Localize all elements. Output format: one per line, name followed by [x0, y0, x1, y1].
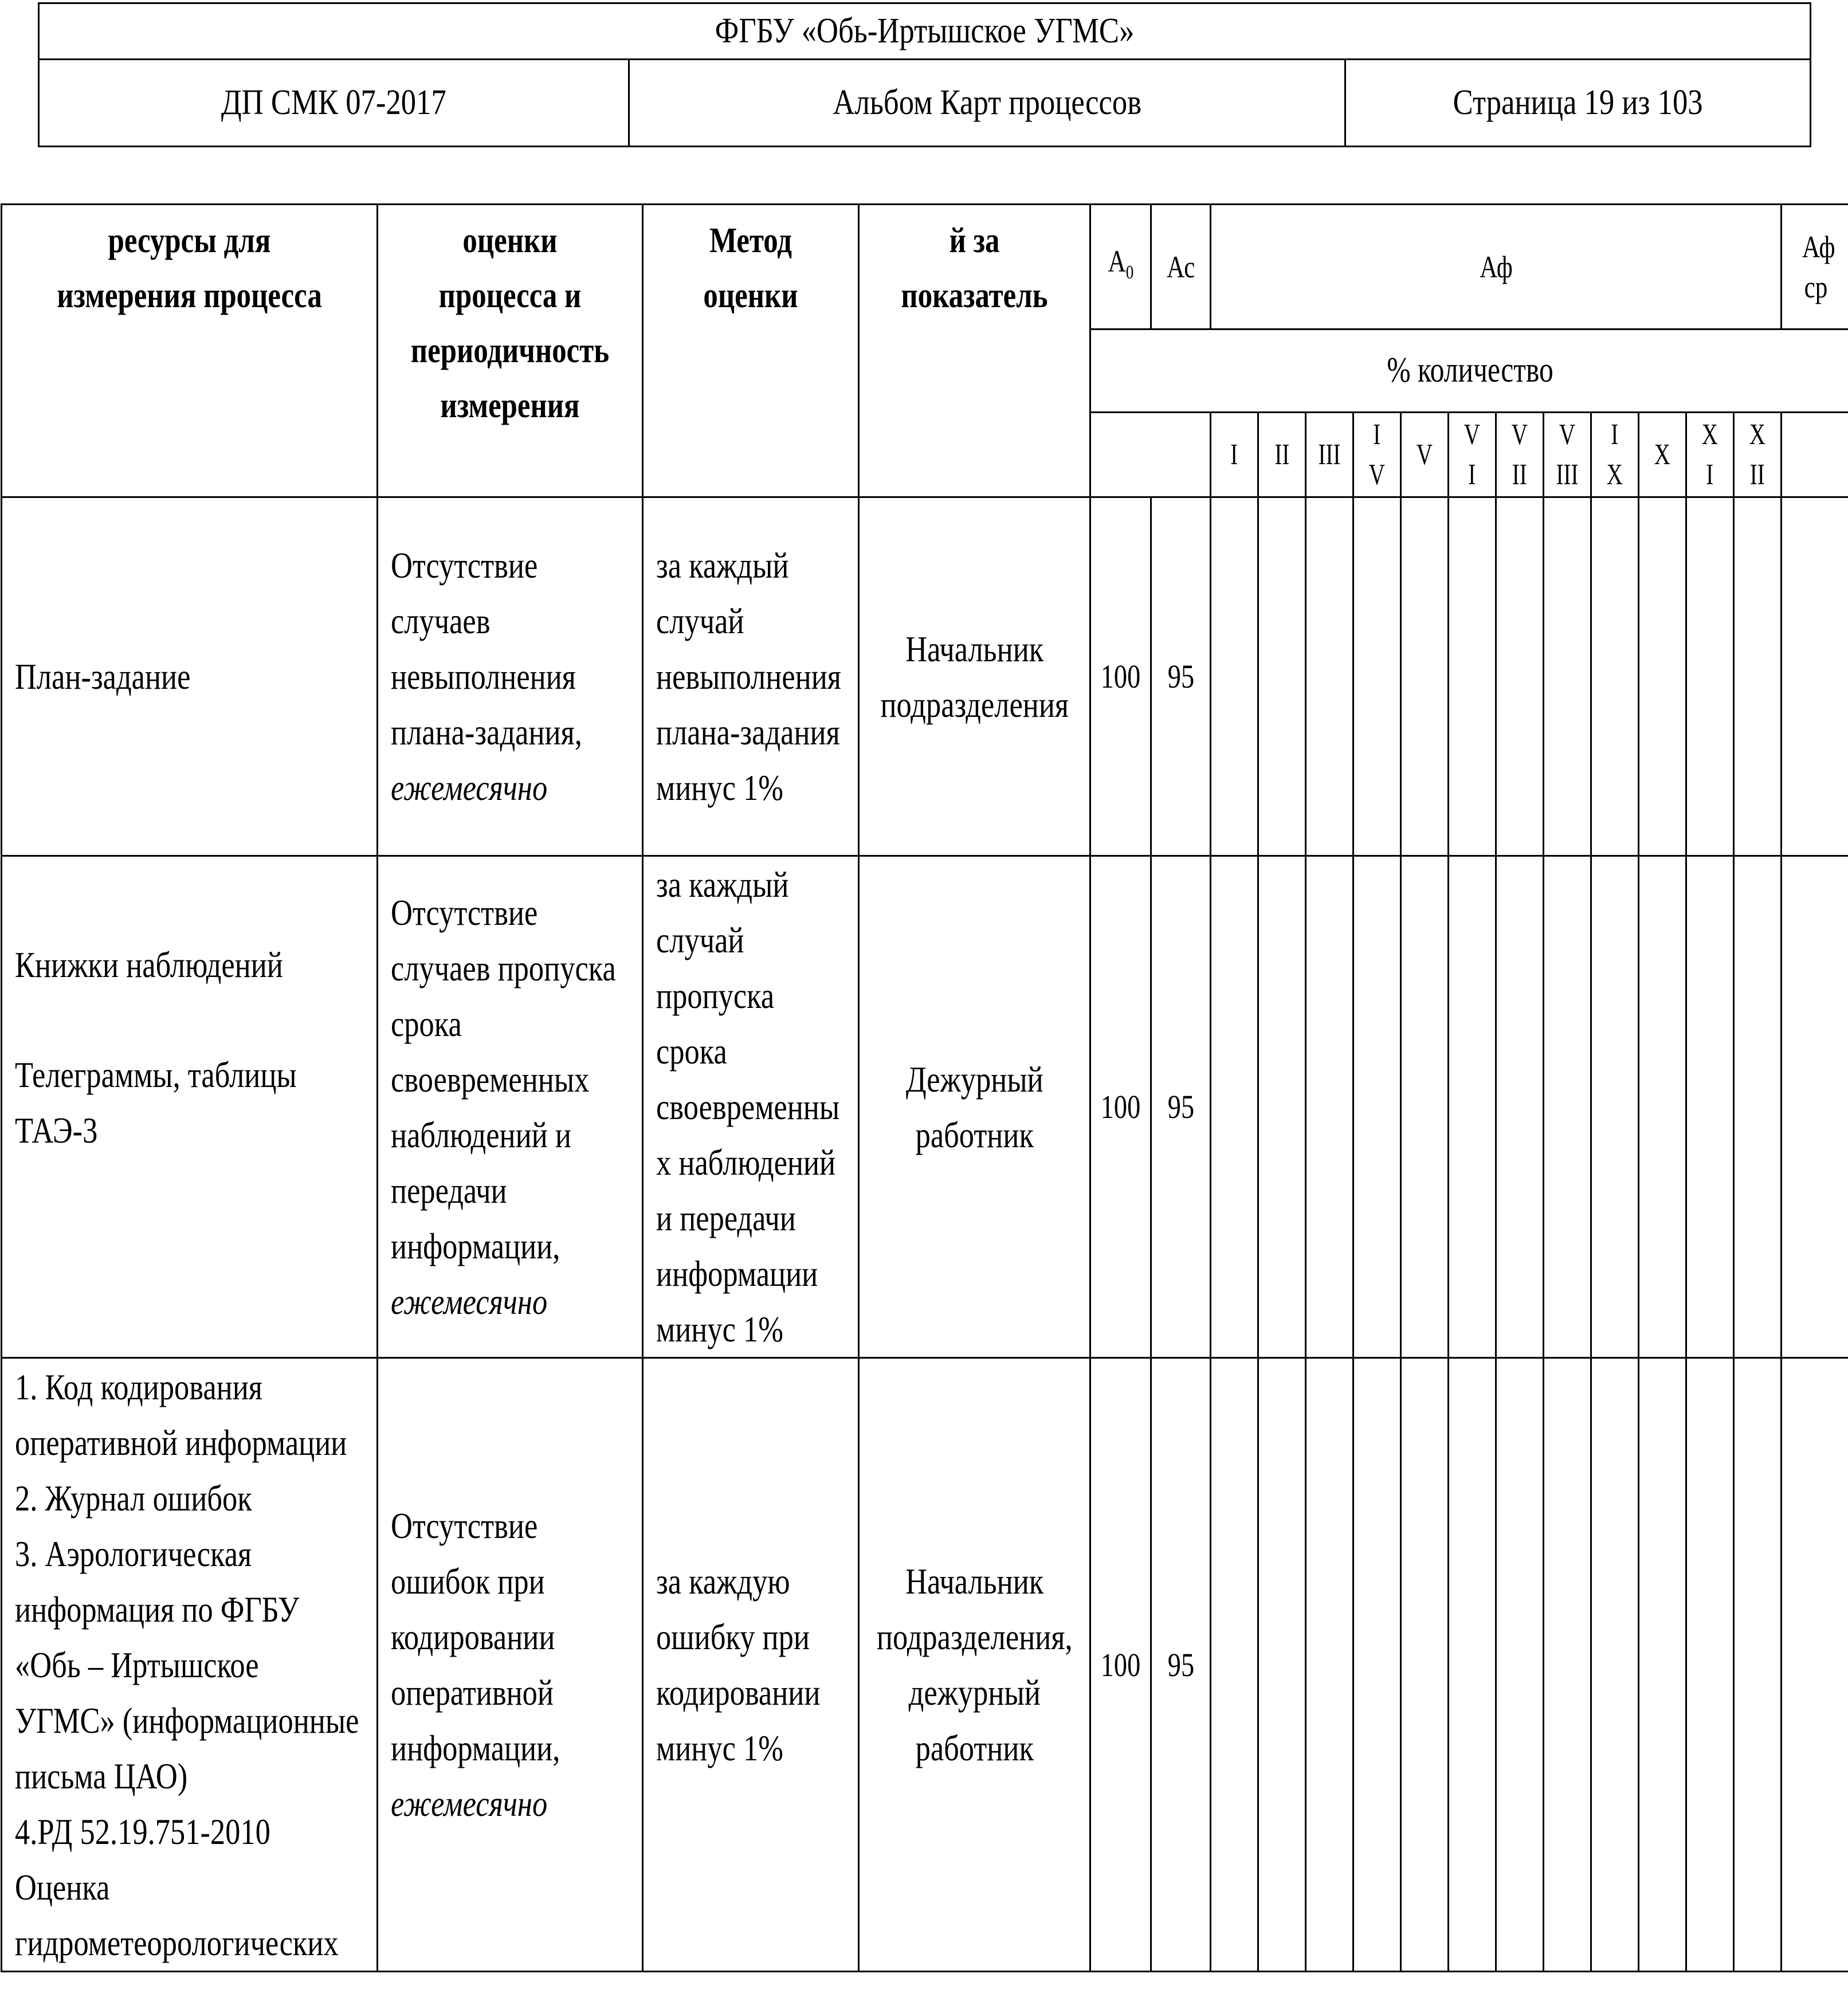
- header-percent-quantity: % количество: [1090, 329, 1848, 413]
- month-4: I V: [1353, 413, 1401, 497]
- header-resources: ресурсы для измерения процесса: [2, 205, 378, 497]
- header-criteria: оценки процесса и периодичность измерения: [378, 205, 643, 497]
- row2-method: за каждый случай пропуска срока своевременны х наблюдений и передачи информации минус 1%: [643, 856, 859, 1358]
- month-10: X: [1639, 413, 1686, 497]
- header-responsible: й за показатель: [859, 205, 1090, 497]
- month-2: II: [1258, 413, 1306, 497]
- header-af-avg: Аф ср: [1782, 205, 1848, 329]
- month-7: V II: [1496, 413, 1544, 497]
- month-avg-blank: [1782, 413, 1848, 497]
- row1-resources: План-задание: [2, 497, 378, 856]
- month-8: V III: [1544, 413, 1591, 497]
- header-af: Аф: [1211, 205, 1782, 329]
- table-row: [2, 856, 1848, 1358]
- row3-method: за каждую ошибку при кодировании минус 1%: [643, 1358, 859, 1972]
- header-a0: $А_0$: [1090, 205, 1151, 329]
- month-12: X II: [1734, 413, 1782, 497]
- row1-method: за каждый случай невыполнения плана-задания минус 1%: [643, 497, 859, 856]
- document-header: [38, 2, 1811, 147]
- month-9: I X: [1591, 413, 1639, 497]
- header-ac: Ас: [1151, 205, 1211, 329]
- row2-responsible: Дежурный работник: [859, 856, 1090, 1358]
- month-3: III: [1306, 413, 1353, 497]
- row1-responsible: Начальник подразделения: [859, 497, 1090, 856]
- row1-a0: 100: [1090, 497, 1151, 856]
- table-row: [2, 1358, 1848, 1972]
- row3-criteria: Отсутствие ошибок при кодировании оперативной информации, ежемесячно: [378, 1358, 643, 1972]
- row2-criteria: Отсутствие случаев пропуска срока своевременных наблюдений и передачи информации, ежемесячно: [378, 856, 643, 1358]
- month-1: I: [1211, 413, 1258, 497]
- document-code: ДП СМК 07-2017: [39, 60, 629, 147]
- header-months-blank: [1090, 413, 1211, 497]
- page-number: Страница 19 из 103: [1345, 60, 1811, 147]
- month-5: V: [1401, 413, 1449, 497]
- process-table: [1, 203, 1848, 1972]
- header-method: Метод оценки: [643, 205, 859, 497]
- organization-name: ФГБУ «Обь-Иртышское УГМС»: [39, 3, 1811, 60]
- row3-ac: 95: [1151, 1358, 1211, 1972]
- album-title: Альбом Карт процессов: [629, 60, 1345, 147]
- table-row: [2, 497, 1848, 856]
- month-11: X I: [1686, 413, 1734, 497]
- row3-resources: 1. Код кодирования оперативной информации 2. Журнал ошибок 3. Аэрологическая информация по ФГБУ «Обь – Иртышское УГМС» (информационные письма ЦАО) 4.РД 52.19.751-2010 Оценка гидрометеорологических: [2, 1358, 378, 1972]
- row3-responsible: Начальник подразделения, дежурный работник: [859, 1358, 1090, 1972]
- row3-a0: 100: [1090, 1358, 1151, 1972]
- row2-resources: Книжки наблюдений Телеграммы, таблицы ТАЭ-3: [2, 856, 378, 1358]
- row2-a0: 100: [1090, 856, 1151, 1358]
- row2-ac: 95: [1151, 856, 1211, 1358]
- row1-criteria: Отсутствие случаев невыполнения плана-задания, ежемесячно: [378, 497, 643, 856]
- month-6: V I: [1449, 413, 1496, 497]
- row1-ac: 95: [1151, 497, 1211, 856]
